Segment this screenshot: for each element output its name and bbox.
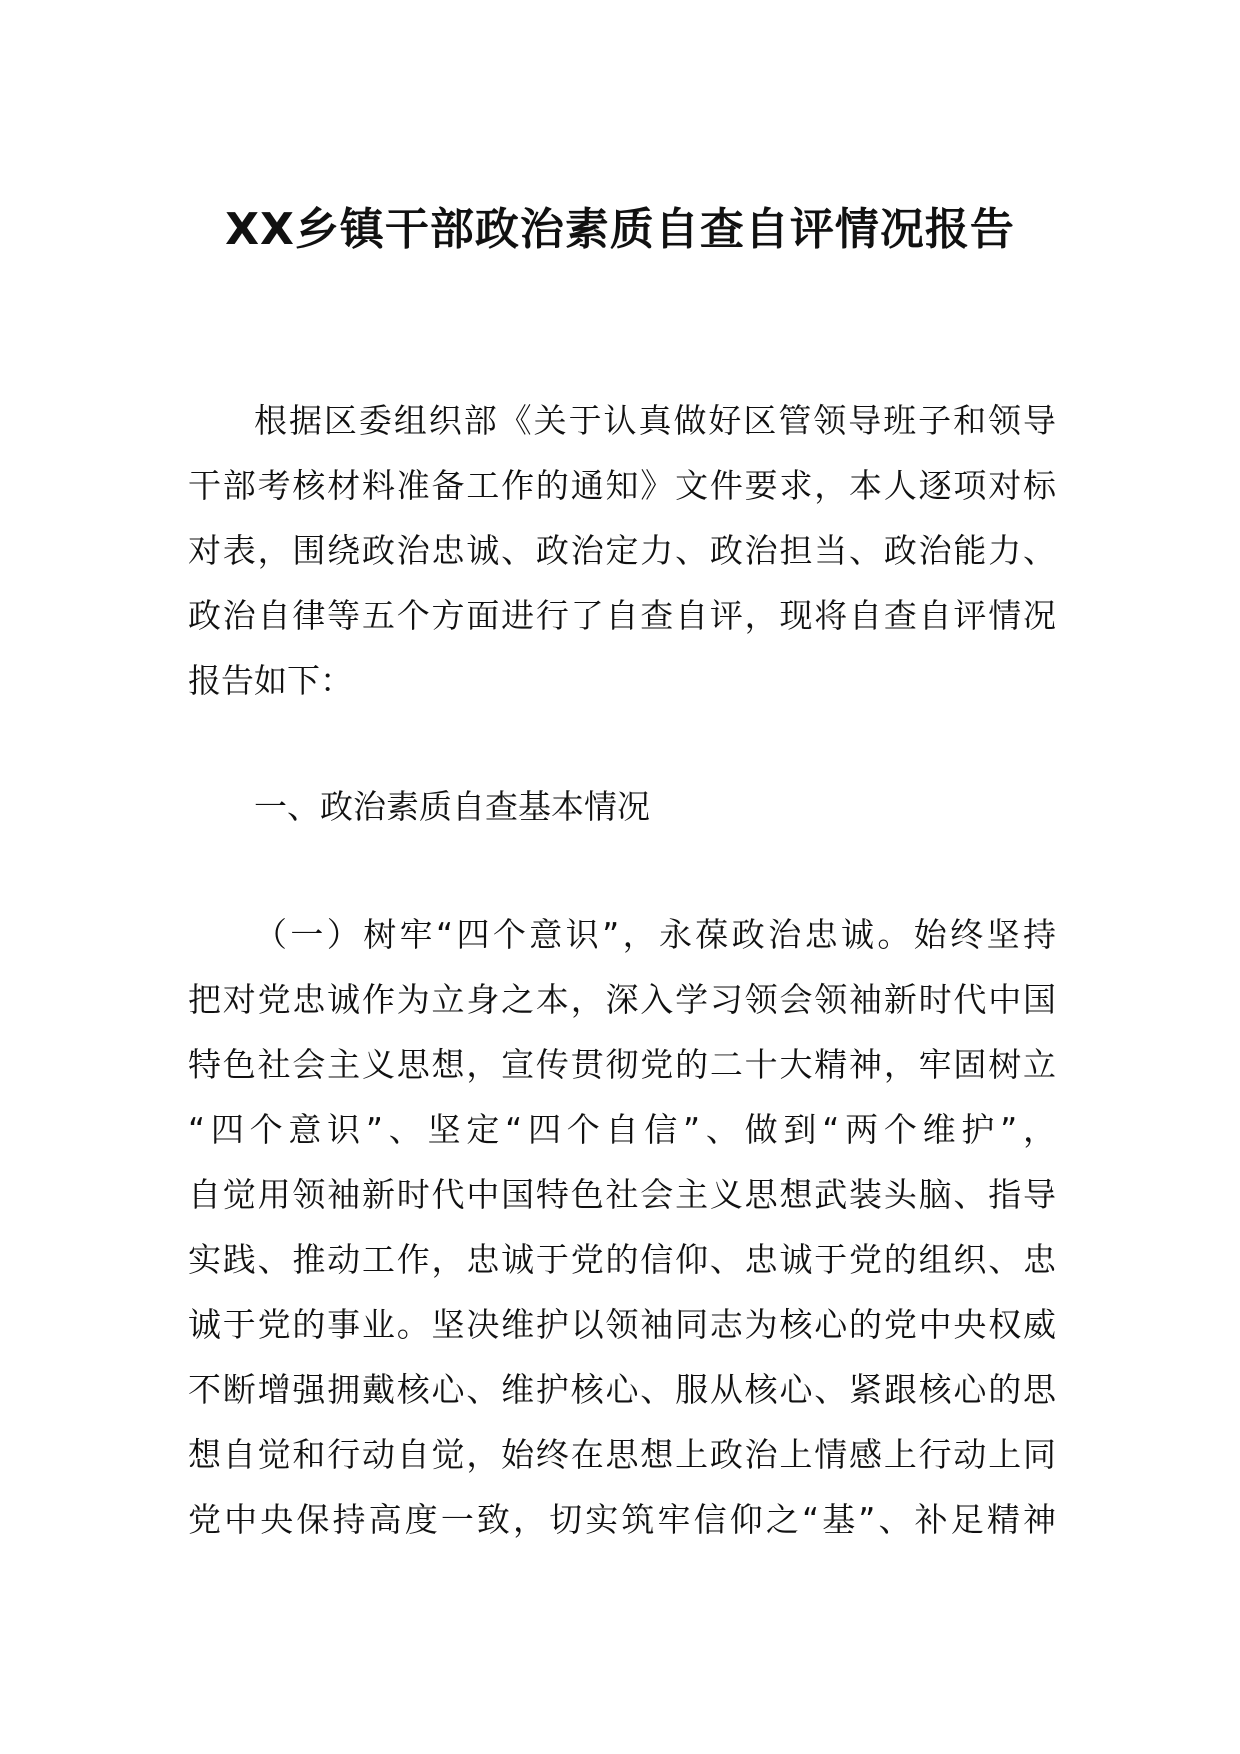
intro-line: 政治自律等五个方面进行了自查自评，现将自查自评情况 <box>188 596 1056 635</box>
paragraph-line: 实践、推动工作，忠诚于党的信仰、忠诚于党的组织、忠 <box>188 1240 1056 1279</box>
intro-line: 对表，围绕政治忠诚、政治定力、政治担当、政治能力、 <box>188 531 1056 570</box>
intro-line: 干部考核材料准备工作的通知》文件要求，本人逐项对标 <box>188 466 1056 505</box>
intro-paragraph <box>188 388 1056 713</box>
paragraph-line: （一）树牢“四个意识”，永葆政治忠诚。始终坚持 <box>254 915 1056 954</box>
paragraph-line: 诚于党的事业。坚决维护以领袖同志为核心的党中央权威 <box>188 1305 1056 1344</box>
paragraph-line: 想自觉和行动自觉，始终在思想上政治上情感上行动上同 <box>188 1435 1056 1474</box>
paragraph-line: 自觉用领袖新时代中国特色社会主义思想武装头脑、指导 <box>188 1175 1056 1214</box>
paragraph-line: 不断增强拥戴核心、维护核心、服从核心、紧跟核心的思 <box>188 1370 1056 1409</box>
paragraph-line: 党中央保持高度一致，切实筑牢信仰之“基”、补足精神 <box>188 1500 1056 1539</box>
section-1-1-paragraph <box>188 902 1056 1552</box>
section-heading-text: 一、政治素质自查基本情况 <box>254 787 650 826</box>
paragraph-line: “四个意识”、坚定“四个自信”、做到“两个维护”， <box>188 1110 1056 1149</box>
section-heading <box>188 774 1056 839</box>
intro-line: 根据区委组织部《关于认真做好区管领导班子和领导 <box>254 401 1056 440</box>
paragraph-line: 把对党忠诚作为立身之本，深入学习领会领袖新时代中国 <box>188 980 1056 1019</box>
document-title: XX乡镇干部政治素质自查自评情况报告 <box>225 204 1015 255</box>
paragraph-line: 特色社会主义思想，宣传贯彻党的二十大精神，牢固树立 <box>188 1045 1056 1084</box>
intro-line: 报告如下： <box>188 661 353 700</box>
